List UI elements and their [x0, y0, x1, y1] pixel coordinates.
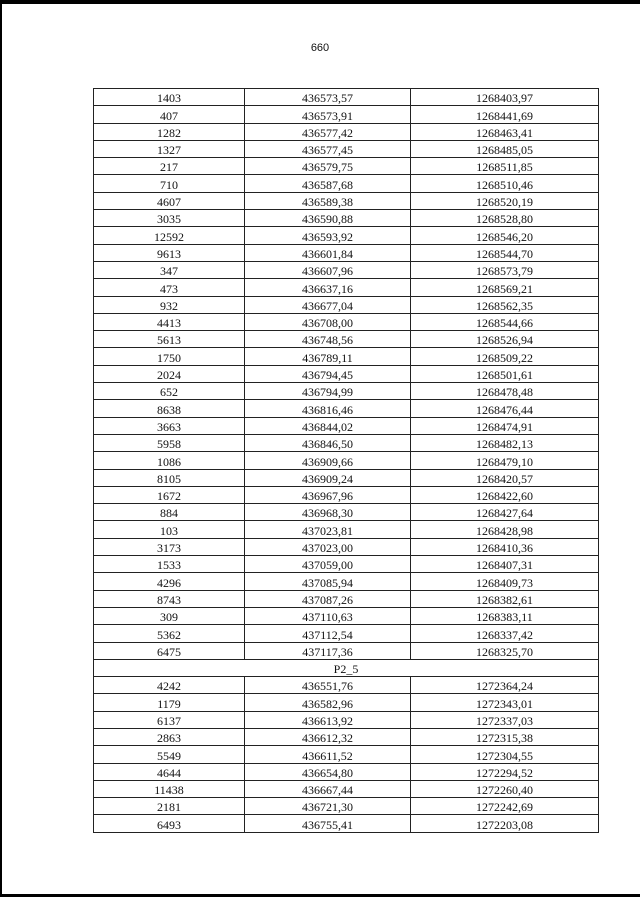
y-coordinate-cell: 1268511,85 [411, 158, 599, 175]
x-coordinate-cell: 436611,52 [245, 746, 411, 763]
y-coordinate-cell: 1272337,03 [411, 711, 599, 728]
y-coordinate-cell: 1268407,31 [411, 556, 599, 573]
y-coordinate-cell: 1268383,11 [411, 607, 599, 624]
x-coordinate-cell: 436573,91 [245, 106, 411, 123]
table-row [94, 798, 599, 815]
y-coordinate-cell: 1268510,46 [411, 175, 599, 192]
point-number-cell: 6475 [94, 642, 245, 659]
x-coordinate-cell: 436667,44 [245, 780, 411, 797]
table-row [94, 573, 599, 590]
point-number-cell: 12592 [94, 227, 245, 244]
y-coordinate-cell: 1272304,55 [411, 746, 599, 763]
x-coordinate-cell: 436577,42 [245, 123, 411, 140]
x-coordinate-cell: 436967,96 [245, 486, 411, 503]
y-coordinate-cell: 1272260,40 [411, 780, 599, 797]
table-row [94, 158, 599, 175]
table-row [94, 106, 599, 123]
table-row [94, 313, 599, 330]
y-coordinate-cell: 1268520,19 [411, 192, 599, 209]
y-coordinate-cell: 1268337,42 [411, 625, 599, 642]
x-coordinate-cell: 436909,24 [245, 469, 411, 486]
x-coordinate-cell: 437023,00 [245, 538, 411, 555]
table-row [94, 625, 599, 642]
y-coordinate-cell: 1272364,24 [411, 677, 599, 694]
table-row [94, 677, 599, 694]
x-coordinate-cell: 436637,16 [245, 279, 411, 296]
point-number-cell: 473 [94, 279, 245, 296]
table-row [94, 780, 599, 797]
x-coordinate-cell: 437085,94 [245, 573, 411, 590]
y-coordinate-cell: 1268569,21 [411, 279, 599, 296]
x-coordinate-cell: 437023,81 [245, 521, 411, 538]
x-coordinate-cell: 436582,96 [245, 694, 411, 711]
point-number-cell: 8105 [94, 469, 245, 486]
x-coordinate-cell: 436654,80 [245, 763, 411, 780]
section-label: P2_5 [94, 659, 599, 676]
coordinates-table-body-a [94, 89, 599, 660]
y-coordinate-cell: 1268382,61 [411, 590, 599, 607]
y-coordinate-cell: 1272203,08 [411, 815, 599, 832]
point-number-cell: 1282 [94, 123, 245, 140]
table-row [94, 331, 599, 348]
y-coordinate-cell: 1268573,79 [411, 261, 599, 278]
table-row [94, 417, 599, 434]
table-row [94, 452, 599, 469]
point-number-cell: 4242 [94, 677, 245, 694]
point-number-cell: 5613 [94, 331, 245, 348]
table-row [94, 210, 599, 227]
y-coordinate-cell: 1268546,20 [411, 227, 599, 244]
point-number-cell: 4413 [94, 313, 245, 330]
point-number-cell: 652 [94, 383, 245, 400]
section-row-group [94, 659, 599, 676]
x-coordinate-cell: 436968,30 [245, 504, 411, 521]
y-coordinate-cell: 1268478,48 [411, 383, 599, 400]
table-row [94, 607, 599, 624]
point-number-cell: 4296 [94, 573, 245, 590]
y-coordinate-cell: 1268509,22 [411, 348, 599, 365]
table-row [94, 486, 599, 503]
y-coordinate-cell: 1268441,69 [411, 106, 599, 123]
point-number-cell: 347 [94, 261, 245, 278]
x-coordinate-cell: 436677,04 [245, 296, 411, 313]
point-number-cell: 5362 [94, 625, 245, 642]
y-coordinate-cell: 1272294,52 [411, 763, 599, 780]
y-coordinate-cell: 1268409,73 [411, 573, 599, 590]
x-coordinate-cell: 436816,46 [245, 400, 411, 417]
table-row [94, 815, 599, 832]
table-row [94, 642, 599, 659]
y-coordinate-cell: 1268476,44 [411, 400, 599, 417]
table-row [94, 192, 599, 209]
section-row [94, 659, 599, 676]
y-coordinate-cell: 1268485,05 [411, 140, 599, 157]
x-coordinate-cell: 436708,00 [245, 313, 411, 330]
x-coordinate-cell: 436794,99 [245, 383, 411, 400]
point-number-cell: 3173 [94, 538, 245, 555]
coordinates-table [93, 88, 599, 833]
y-coordinate-cell: 1268403,97 [411, 89, 599, 106]
table-row [94, 175, 599, 192]
y-coordinate-cell: 1268325,70 [411, 642, 599, 659]
table-row [94, 694, 599, 711]
x-coordinate-cell: 436607,96 [245, 261, 411, 278]
x-coordinate-cell: 436755,41 [245, 815, 411, 832]
table-row [94, 244, 599, 261]
y-coordinate-cell: 1268479,10 [411, 452, 599, 469]
table-row [94, 140, 599, 157]
x-coordinate-cell: 436789,11 [245, 348, 411, 365]
scan-edge-left [0, 0, 2, 897]
x-coordinate-cell: 436844,02 [245, 417, 411, 434]
x-coordinate-cell: 436590,88 [245, 210, 411, 227]
x-coordinate-cell: 436794,45 [245, 365, 411, 382]
point-number-cell: 4607 [94, 192, 245, 209]
point-number-cell: 3035 [94, 210, 245, 227]
y-coordinate-cell: 1268482,13 [411, 434, 599, 451]
table-row [94, 348, 599, 365]
y-coordinate-cell: 1268562,35 [411, 296, 599, 313]
table-row [94, 538, 599, 555]
table-row [94, 261, 599, 278]
x-coordinate-cell: 436846,50 [245, 434, 411, 451]
point-number-cell: 5549 [94, 746, 245, 763]
table-row [94, 521, 599, 538]
point-number-cell: 884 [94, 504, 245, 521]
point-number-cell: 1533 [94, 556, 245, 573]
point-number-cell: 8743 [94, 590, 245, 607]
point-number-cell: 1403 [94, 89, 245, 106]
y-coordinate-cell: 1268420,57 [411, 469, 599, 486]
point-number-cell: 6137 [94, 711, 245, 728]
x-coordinate-cell: 436612,32 [245, 728, 411, 745]
point-number-cell: 1179 [94, 694, 245, 711]
y-coordinate-cell: 1268526,94 [411, 331, 599, 348]
point-number-cell: 5958 [94, 434, 245, 451]
point-number-cell: 9613 [94, 244, 245, 261]
point-number-cell: 3663 [94, 417, 245, 434]
table-row [94, 469, 599, 486]
table-row [94, 504, 599, 521]
point-number-cell: 6493 [94, 815, 245, 832]
x-coordinate-cell: 437112,54 [245, 625, 411, 642]
x-coordinate-cell: 437059,00 [245, 556, 411, 573]
y-coordinate-cell: 1268528,80 [411, 210, 599, 227]
point-number-cell: 2863 [94, 728, 245, 745]
x-coordinate-cell: 436551,76 [245, 677, 411, 694]
y-coordinate-cell: 1272242,69 [411, 798, 599, 815]
x-coordinate-cell: 437087,26 [245, 590, 411, 607]
y-coordinate-cell: 1268544,66 [411, 313, 599, 330]
x-coordinate-cell: 436613,92 [245, 711, 411, 728]
x-coordinate-cell: 437110,63 [245, 607, 411, 624]
coordinates-table-body-b [94, 677, 599, 833]
point-number-cell: 1327 [94, 140, 245, 157]
table-row [94, 728, 599, 745]
y-coordinate-cell: 1268410,36 [411, 538, 599, 555]
table-row [94, 123, 599, 140]
table-row [94, 365, 599, 382]
table-row [94, 590, 599, 607]
x-coordinate-cell: 436589,38 [245, 192, 411, 209]
point-number-cell: 103 [94, 521, 245, 538]
point-number-cell: 1672 [94, 486, 245, 503]
point-number-cell: 2181 [94, 798, 245, 815]
x-coordinate-cell: 437117,36 [245, 642, 411, 659]
y-coordinate-cell: 1268428,98 [411, 521, 599, 538]
point-number-cell: 1750 [94, 348, 245, 365]
page-number: 660 [310, 42, 330, 54]
x-coordinate-cell: 436573,57 [245, 89, 411, 106]
point-number-cell: 8638 [94, 400, 245, 417]
y-coordinate-cell: 1268427,64 [411, 504, 599, 521]
table-row [94, 400, 599, 417]
table-row [94, 556, 599, 573]
x-coordinate-cell: 436909,66 [245, 452, 411, 469]
point-number-cell: 2024 [94, 365, 245, 382]
table-row [94, 763, 599, 780]
point-number-cell: 710 [94, 175, 245, 192]
point-number-cell: 1086 [94, 452, 245, 469]
point-number-cell: 217 [94, 158, 245, 175]
table-row [94, 746, 599, 763]
x-coordinate-cell: 436577,45 [245, 140, 411, 157]
point-number-cell: 932 [94, 296, 245, 313]
x-coordinate-cell: 436593,92 [245, 227, 411, 244]
point-number-cell: 4644 [94, 763, 245, 780]
table-row [94, 89, 599, 106]
table-row [94, 383, 599, 400]
y-coordinate-cell: 1272343,01 [411, 694, 599, 711]
table-row [94, 296, 599, 313]
table-row [94, 279, 599, 296]
y-coordinate-cell: 1268501,61 [411, 365, 599, 382]
scan-edge-top [0, 0, 640, 4]
y-coordinate-cell: 1268474,91 [411, 417, 599, 434]
y-coordinate-cell: 1268544,70 [411, 244, 599, 261]
point-number-cell: 309 [94, 607, 245, 624]
y-coordinate-cell: 1268463,41 [411, 123, 599, 140]
x-coordinate-cell: 436601,84 [245, 244, 411, 261]
table-row [94, 711, 599, 728]
x-coordinate-cell: 436587,68 [245, 175, 411, 192]
x-coordinate-cell: 436579,75 [245, 158, 411, 175]
x-coordinate-cell: 436748,56 [245, 331, 411, 348]
table-row [94, 227, 599, 244]
x-coordinate-cell: 436721,30 [245, 798, 411, 815]
y-coordinate-cell: 1268422,60 [411, 486, 599, 503]
point-number-cell: 11438 [94, 780, 245, 797]
table-row [94, 434, 599, 451]
y-coordinate-cell: 1272315,38 [411, 728, 599, 745]
point-number-cell: 407 [94, 106, 245, 123]
